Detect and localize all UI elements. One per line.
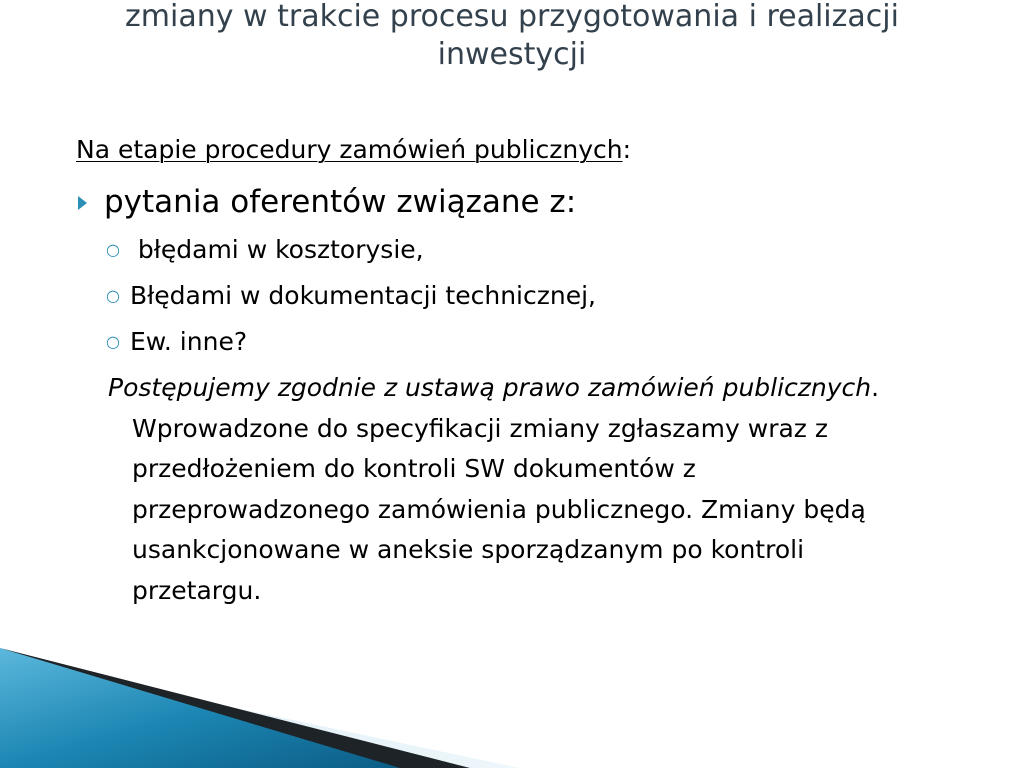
- body-paragraph: [108, 368, 932, 611]
- section-heading: [76, 132, 631, 168]
- paragraph-text: . Wprowadzone do specyfikacji zmiany zgłaszamy wraz z przedłożeniem do kontroli SW dokumentów z przeprowadzonego zamówienia publicznego. Zmiany będą usankcjonowane w aneksie sporządzanym po kontroli przetargu.: [132, 373, 880, 605]
- slide-title-line1: zmiany w trakcie procesu przygotowania i realizacji: [125, 0, 899, 34]
- section-heading-text: Na etapie procedury zamówień publicznych: [76, 135, 623, 164]
- slide-title-line2: inwestycji: [437, 37, 587, 72]
- slide-title: [60, 0, 964, 74]
- ring-bullet-icon: ○: [106, 332, 120, 351]
- sub-bullet-item: [106, 230, 424, 273]
- section-heading-colon: :: [622, 135, 632, 164]
- triangle-bullet-icon: [78, 196, 87, 210]
- sub-bullet-text: Błędami w dokumentacji technicznej,: [129, 281, 596, 310]
- ring-bullet-icon: ○: [106, 286, 120, 305]
- main-bullet-text: pytania oferentów związane z:: [104, 184, 577, 220]
- sub-bullet-item: [106, 276, 596, 319]
- sub-bullet-text: błędami w kosztorysie,: [129, 235, 424, 264]
- sub-bullet-item: [106, 322, 247, 365]
- ring-bullet-icon: ○: [106, 240, 120, 259]
- sub-bullet-text: Ew. inne?: [129, 327, 248, 356]
- paragraph-italic-text: Postępujemy zgodnie z ustawą prawo zamówień publicznych: [108, 373, 872, 402]
